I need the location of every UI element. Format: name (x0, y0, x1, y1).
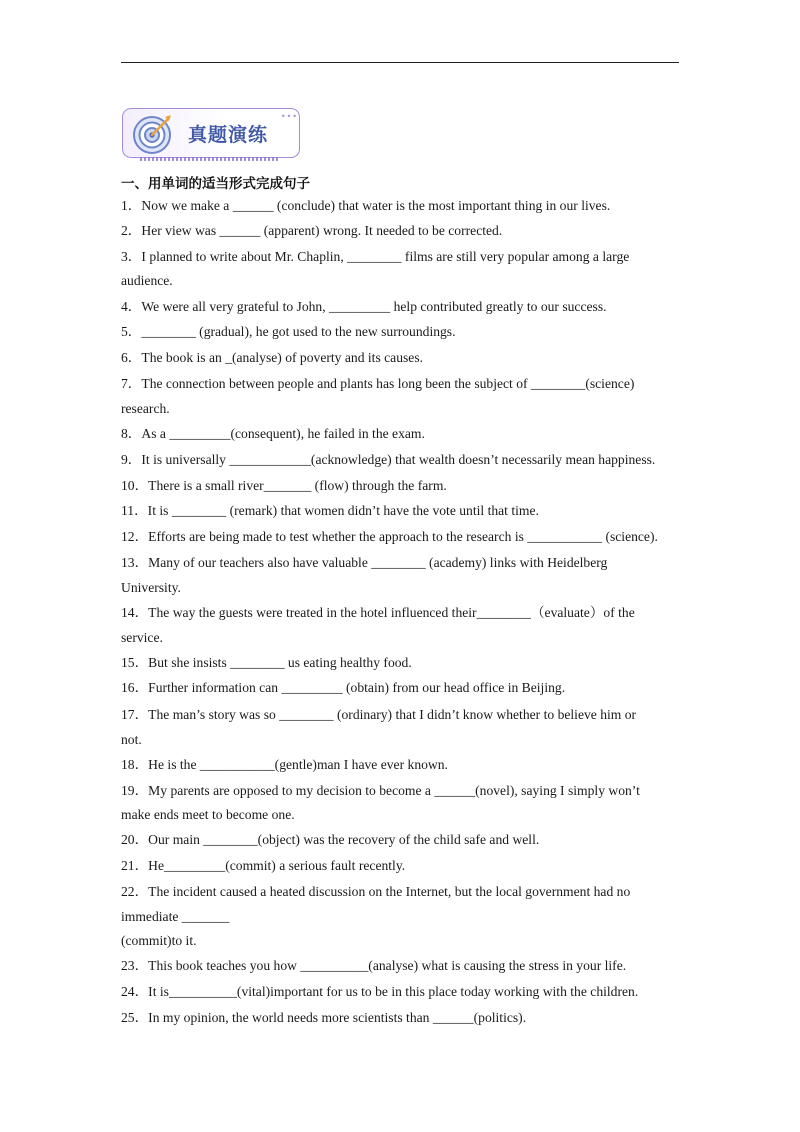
exercise-line: 18．He is the ___________(gentle)man I have ever known. (121, 757, 448, 772)
exercise-line: 10．There is a small river_______ (flow) through the farm. (121, 478, 447, 493)
exercise-line: 21．He_________(commit) a serious fault recently. (121, 858, 406, 873)
exercise-line: 23．This book teaches you how __________(analyse) what is causing the stress in your life. (121, 958, 627, 973)
exercise-line: audience. (121, 273, 173, 288)
exercise-line: service. (121, 630, 163, 645)
exercise-line: 8．As a _________(consequent), he failed in the exam. (121, 426, 425, 441)
exercise-line: 20．Our main ________(object) was the recovery of the child safe and well. (121, 832, 540, 847)
exercise-line: 4．We were all very grateful to John, _________ help contributed greatly to our success. (121, 299, 607, 314)
exercise-line: 3．I planned to write about Mr. Chaplin, ________ films are still very popular among a large (121, 249, 630, 264)
header-rule (121, 62, 679, 63)
target-icon (132, 112, 176, 156)
exercise-line: 15．But she insists ________ us eating healthy food. (121, 655, 412, 670)
section-heading: 一、用单词的适当形式完成句子 (121, 176, 310, 192)
exercise-line: 11．It is ________ (remark) that women didn’t have the vote until that time. (121, 503, 539, 518)
exercise-line: not. (121, 732, 142, 747)
exercise-line: 16．Further information can _________ (obtain) from our head office in Beijing. (121, 680, 566, 695)
exercise-line: immediate _______ (121, 909, 230, 924)
exercise-line: 22．The incident caused a heated discussion on the Internet, but the local government had no (121, 884, 631, 899)
exercise-line: University. (121, 580, 181, 595)
exercise-line: 19．My parents are opposed to my decision to become a ______(novel), saying I simply won’t (121, 783, 640, 798)
banner-title: 真题演练 (188, 124, 269, 146)
exercise-line: 24．It is__________(vital)important for us to be in this place today working with the children. (121, 984, 639, 999)
banner-decoration: ••• (280, 112, 298, 121)
exercise-line: (commit)to it. (121, 933, 197, 948)
exercise-line: 7．The connection between people and plants has long been the subject of ________(science) (121, 376, 635, 391)
exercise-line: research. (121, 401, 170, 416)
exercise-line: 25．In my opinion, the world needs more scientists than ______(politics). (121, 1010, 527, 1025)
exercise-line: 9．It is universally ____________(acknowledge) that wealth doesn’t necessarily mean happiness. (121, 452, 656, 467)
exercise-line: 14．The way the guests were treated in the hotel influenced their________（evaluate）of the (121, 605, 635, 620)
exercise-line: 5．________ (gradual), he got used to the new surroundings. (121, 324, 456, 339)
exercise-line: 2．Her view was ______ (apparent) wrong. It needed to be corrected. (121, 223, 503, 238)
exercise-line: 12．Efforts are being made to test whether the approach to the research is ___________ (science). (121, 529, 658, 544)
exercise-line: 17．The man’s story was so ________ (ordinary) that I didn’t know whether to believe him or (121, 707, 637, 722)
exercise-line: 1．Now we make a ______ (conclude) that water is the most important thing in our lives. (121, 198, 611, 213)
banner-strip (140, 157, 280, 161)
exercise-line: 13．Many of our teachers also have valuable ________ (academy) links with Heidelberg (121, 555, 608, 570)
section-banner (122, 106, 302, 166)
exercise-line: make ends meet to become one. (121, 807, 295, 822)
exercise-line: 6．The book is an _(analyse) of poverty and its causes. (121, 350, 424, 365)
